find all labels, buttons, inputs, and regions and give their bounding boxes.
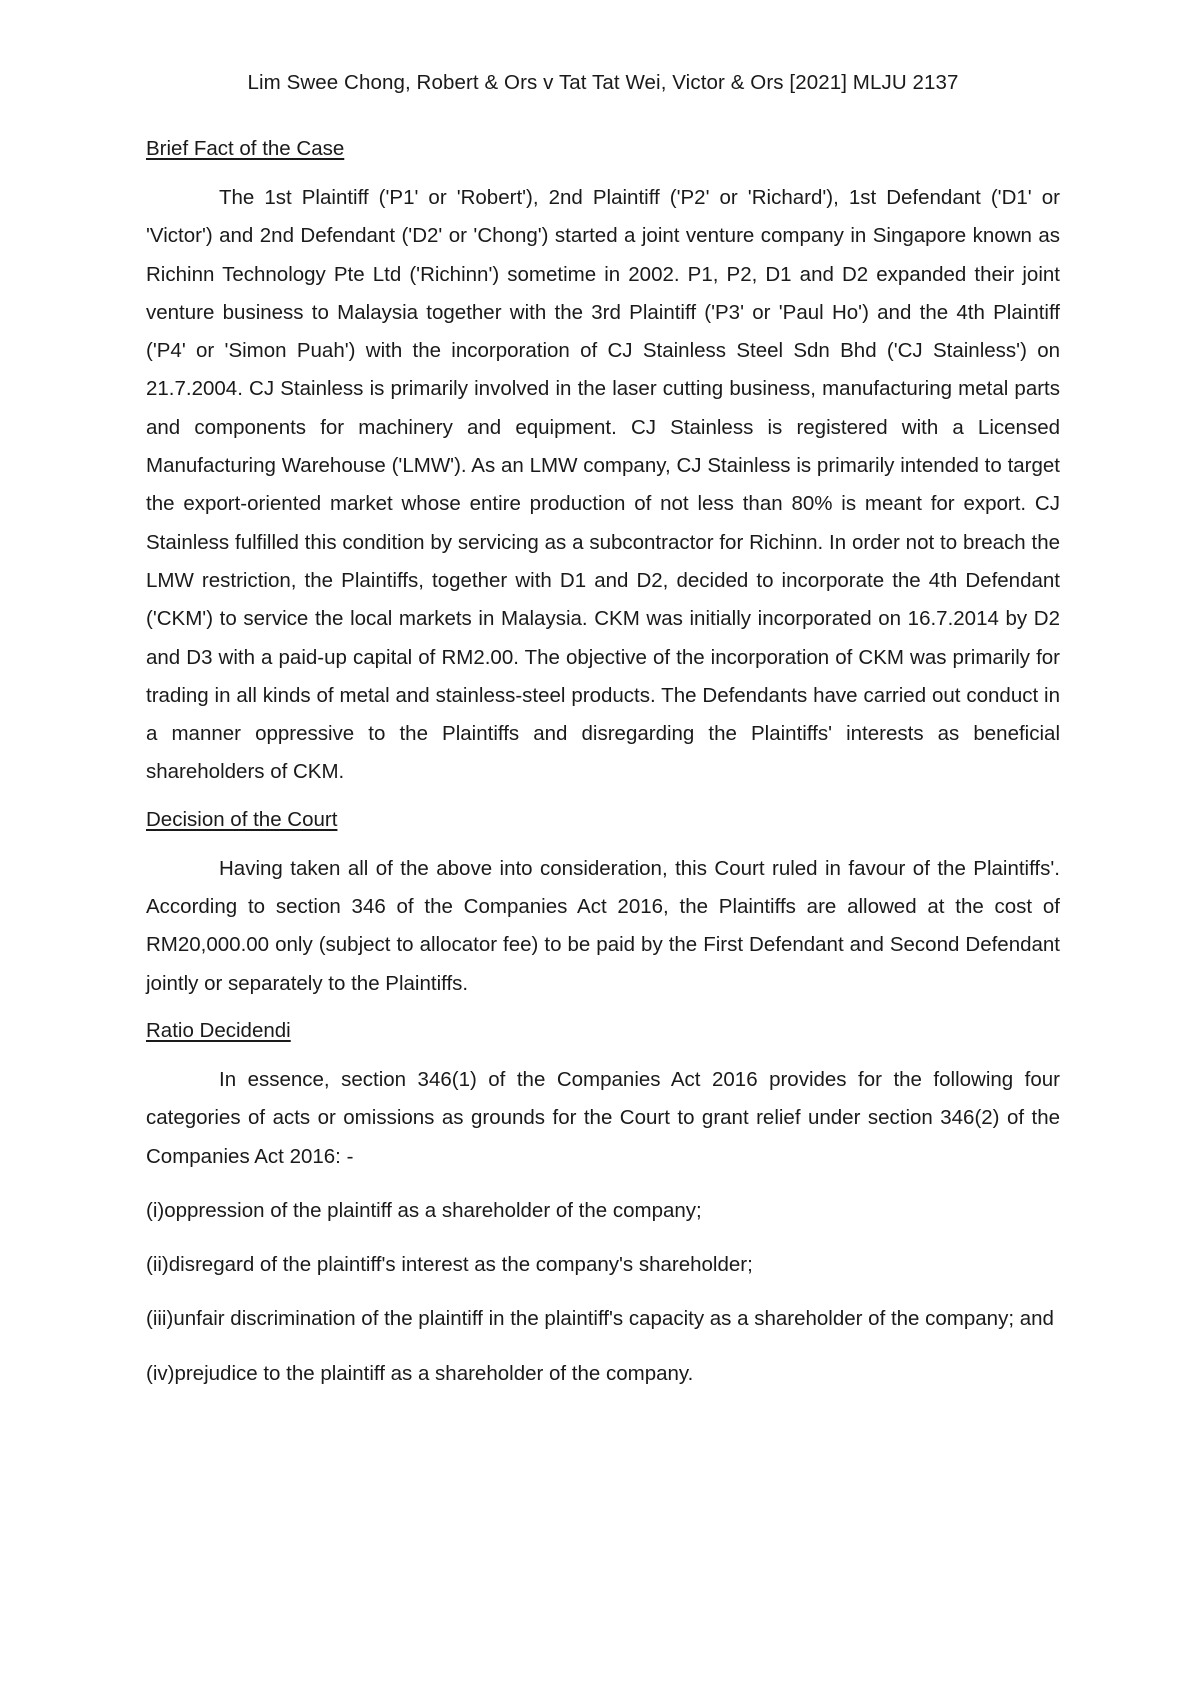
heading-decision: Decision of the Court — [146, 807, 338, 831]
heading-brief-facts: Brief Fact of the Case — [146, 137, 345, 160]
list-item-prejudice: (iv)prejudice to the plaintiff as a shareholder of the company. — [146, 1361, 694, 1385]
list-item-unfair-discrimination: (iii)unfair discrimination of the plaintiff in the plaintiff's capacity as a shareholder of the company; and — [146, 1307, 1054, 1331]
document-title: Lim Swee Chong, Robert & Ors v Tat Tat Wei, Victor & Ors [2021] MLJU 2137 — [247, 71, 959, 94]
paragraph-brief-facts: The 1st Plaintiff ('P1' or 'Robert'), 2nd Plaintiff ('P2' or 'Richard'), 1st Defendant ('D1' or 'Victor') and 2nd Defendant ('D2' or 'Chong') started a joint venture company in Singapore known as Richinn Technology Pte Ltd ('Richinn') sometime in 2002. P1, P2, D1 and D2 expanded their joint venture business to Malaysia together with the 3rd Plaintiff ('P3' or 'Paul Ho') and the 4th Plaintiff ('P4' or 'Simon Puah') with the incorporation of CJ Stainless Steel Sdn Bhd ('CJ Stainless') on 21.7.2004. CJ Stainless is primarily involved in the laser cutting business, manufacturing metal parts and components for machinery and equipment. CJ Stainless is registered with a Licensed Manufacturing Warehouse ('LMW'). As an LMW company, CJ Stainless is primarily intended to target the export-oriented market whose entire production of not less than 80% is meant for export. CJ Stainless fulfilled this condition by servicing as a subcontractor for Richinn. In order not to breach the LMW restriction, the Plaintiffs, together with D1 and D2, decided to incorporate the 4th Defendant ('CKM') to service the local markets in Malaysia. CKM was initially incorporated on 16.7.2014 by D2 and D3 with a paid-up capital of RM2.00. The objective of the incorporation of CKM was primarily for trading in all kinds of metal and stainless-steel products. The Defendants have carried out conduct in a manner oppressive to the Plaintiffs and disregarding the Plaintiffs' interests as beneficial shareholders of CKM. — [146, 186, 1060, 784]
paragraph-decision: Having taken all of the above into consideration, this Court ruled in favour of the Plaintiffs'. According to section 346 of the Companies Act 2016, the Plaintiffs are allowed at the cost of RM20,000.00 only (subject to allocator fee) to be paid by the First Defendant and Second Defendant jointly or separately to the Plaintiffs. — [146, 856, 1060, 995]
paragraph-ratio-decidendi: In essence, section 346(1) of the Companies Act 2016 provides for the following four categories of acts or omissions as grounds for the Court to grant relief under section 346(2) of the Companies Act 2016: - — [146, 1067, 1060, 1168]
list-item-disregard: (ii)disregard of the plaintiff's interest as the company's shareholder; — [146, 1253, 753, 1277]
heading-ratio-decidendi: Ratio Decidendi — [146, 1018, 291, 1042]
list-item-oppression: (i)oppression of the plaintiff as a shareholder of the company; — [146, 1198, 702, 1222]
document-page — [146, 60, 1060, 1393]
